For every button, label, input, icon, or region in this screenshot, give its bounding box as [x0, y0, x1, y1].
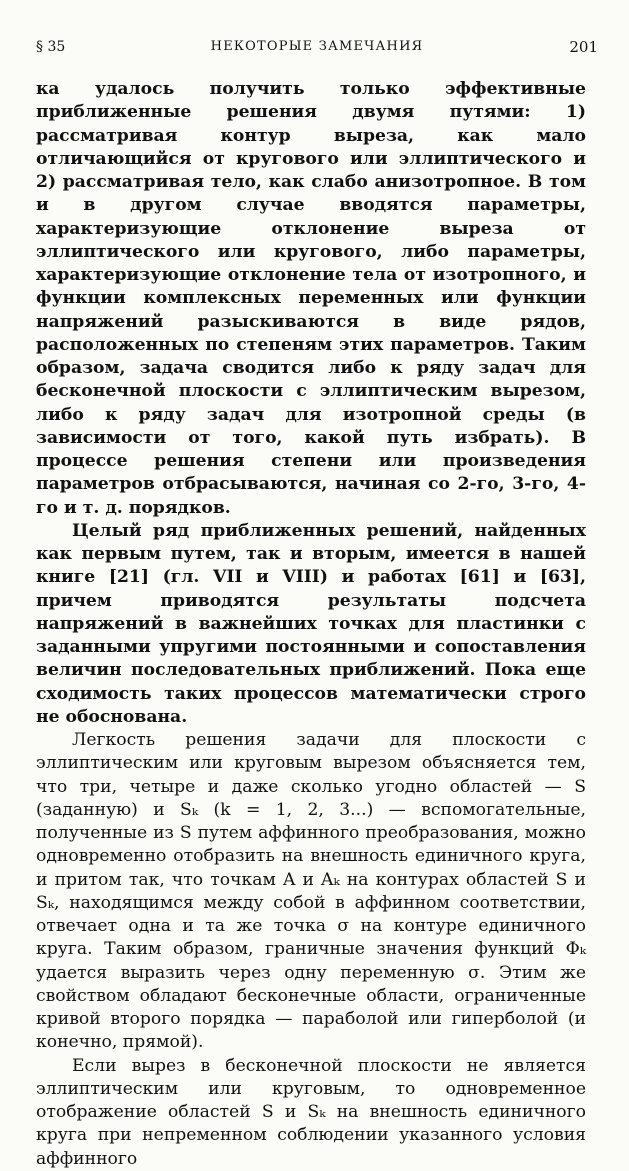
running-head	[36, 37, 598, 57]
section-number: § 35	[36, 39, 66, 55]
paragraph-continued: ка удалось получить только эффективные приближенные решения двумя путями: 1) рассматривая контур выреза, как мало отличающийся от кругового или эллиптического и 2) рассматривая тело, как слабо анизотропное. В том и в другом случае вводятся параметры, характеризующие отклонение выреза от эллиптического или кругового, либо параметры, характеризующие отклонение тела от изотропного, и функции комплексных переменных или функции напряжений разыскиваются в виде рядов, расположенных по степеням этих параметров. Таким образом, задача сводится либо к ряду задач для бесконечной плоскости с эллиптическим вырезом, либо к ряду задач для изотропной среды (в зависимости от того, какой путь избрать). В процессе решения степени или произведения параметров отбрасываются, начиная со 2-го, 3-го, 4-го и т. д. порядков.	[36, 79, 586, 518]
chapter-title: НЕКОТОРЫЕ ЗАМЕЧАНИЯ	[210, 39, 424, 54]
paragraph-approximate-solutions: Целый ряд приближенных решений, найденных как первым путем, так и вторым, имеется в нашей книге [21] (гл. VII и VIII) и работах [61] и [63], причем приводятся результаты подсчета напряжений в важнейших точках для пластинки с заданными упругими постоянными и сопоставления величин последовательных приближений. Пока еще сходимость таких процессов математически строго не обоснована.	[36, 520, 586, 727]
paragraph-non-elliptic-hole: Если вырез в бесконечной плоскости не является эллиптическим или круговым, то одновременное отображение областей S и Sₖ на внешность единичного круга при непременном соблюдении указанного условия аффинного	[36, 1055, 586, 1169]
body-text	[36, 78, 586, 1171]
page-number: 201	[569, 38, 598, 56]
paragraph-elliptic-hole: Легкость решения задачи для плоскости с эллиптическим или круговым вырезом объясняется тем, что три, четыре и даже сколько угодно областей — S (заданную) и Sₖ (k = 1, 2, 3...) — вспомогательные, полученные из S путем аффинного преобразования, можно одновременно отобразить на внешность единичного круга, и притом так, что точкам A и Aₖ на контурах областей S и Sₖ, находящимся между собой в аффинном соответствии, отвечает одна и та же точка σ на контуре единичного круга. Таким образом, граничные значения функций Φₖ удается выразить через одну переменную σ. Этим же свойством обладают бесконечные области, ограниченные кривой второго порядка — параболой или гиперболой (и конечно, прямой).	[36, 730, 586, 1053]
